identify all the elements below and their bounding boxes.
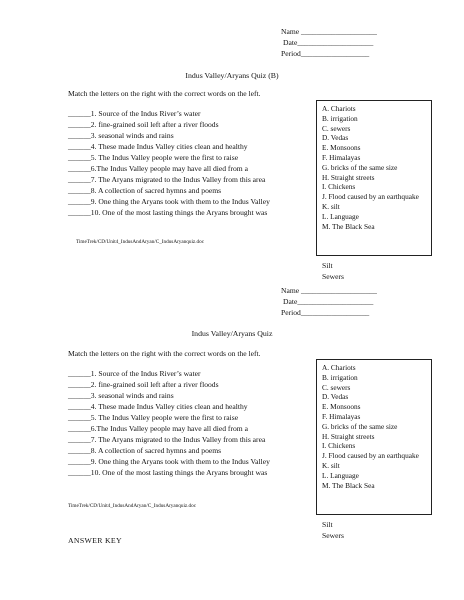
date-field: Date____________________ bbox=[283, 38, 374, 47]
options-box bbox=[316, 359, 432, 515]
extra-word-1: Silt bbox=[322, 261, 333, 270]
option-d: D. Vedas bbox=[322, 392, 349, 402]
question-6: ______6.The Indus Valley people may have all died from a bbox=[68, 164, 248, 173]
extra-word-2: Sewers bbox=[322, 272, 344, 281]
question-2: ______2. fine-grained soil left after a river floods bbox=[68, 380, 219, 389]
name-field: Name ____________________ bbox=[281, 27, 377, 36]
file-path-footer: TimeTrek/CD/Unit4_IndusAndAryan/C_IndusAryanquiz.doc bbox=[68, 503, 197, 509]
option-m: M. The Black Sea bbox=[322, 221, 375, 231]
option-i: I. Chickens bbox=[322, 441, 356, 451]
question-3: ______3. seasonal winds and rains bbox=[68, 391, 174, 400]
question-10: ______10. One of the most lasting things the Aryans brought was bbox=[68, 468, 268, 477]
option-b: B. irrigation bbox=[322, 113, 358, 123]
question-9: ______9. One thing the Aryans took with them to the Indus Valley bbox=[68, 197, 270, 206]
period-field: Period__________________ bbox=[281, 308, 370, 317]
option-f: F. Himalayas bbox=[322, 152, 361, 162]
option-d: D. Vedas bbox=[322, 133, 349, 143]
option-e: E. Monsoons bbox=[322, 143, 361, 153]
question-2: ______2. fine-grained soil left after a river floods bbox=[68, 120, 219, 129]
question-8: ______8. A collection of sacred hymns and poems bbox=[68, 186, 222, 195]
question-9: ______9. One thing the Aryans took with them to the Indus Valley bbox=[68, 457, 270, 466]
quiz-title: Indus Valley/Aryans Quiz (B) bbox=[185, 71, 279, 80]
option-h: H. Straight streets bbox=[322, 431, 375, 441]
answer-key-label: ANSWER KEY bbox=[68, 536, 122, 545]
question-1: ______1. Source of the Indus River’s water bbox=[68, 369, 201, 378]
question-5: ______5. The Indus Valley people were the first to raise bbox=[68, 153, 239, 162]
option-m: M. The Black Sea bbox=[322, 480, 375, 490]
question-3: ______3. seasonal winds and rains bbox=[68, 131, 174, 140]
extra-word-2: Sewers bbox=[322, 531, 344, 540]
option-b: B. irrigation bbox=[322, 372, 358, 382]
option-a: A. Chariots bbox=[322, 104, 356, 113]
quiz-title: Indus Valley/Aryans Quiz bbox=[191, 329, 273, 338]
extra-word-1: Silt bbox=[322, 520, 333, 529]
question-1: ______1. Source of the Indus River’s water bbox=[68, 109, 201, 118]
option-g: G. bricks of the same size bbox=[322, 421, 398, 431]
instructions: Match the letters on the right with the correct words on the left. bbox=[68, 89, 261, 98]
file-path-footer: TimeTrek/CD/Unit4_IndusAndAryan/C_IndusAryanquiz.doc bbox=[76, 239, 205, 245]
option-c: C. sewers bbox=[322, 382, 351, 392]
option-a: A. Chariots bbox=[322, 363, 356, 372]
option-k: K. silt bbox=[322, 201, 340, 211]
option-f: F. Himalayas bbox=[322, 411, 361, 421]
option-j: J. Flood caused by an earthquake bbox=[322, 192, 419, 202]
period-field: Period__________________ bbox=[281, 49, 370, 58]
option-j: J. Flood caused by an earthquake bbox=[322, 451, 419, 461]
question-6: ______6.The Indus Valley people may have all died from a bbox=[68, 424, 248, 433]
option-h: H. Straight streets bbox=[322, 172, 375, 182]
name-field: Name ____________________ bbox=[281, 286, 377, 295]
option-g: G. bricks of the same size bbox=[322, 162, 398, 172]
question-5: ______5. The Indus Valley people were the first to raise bbox=[68, 413, 239, 422]
question-4: ______4. These made Indus Valley cities clean and healthy bbox=[68, 142, 248, 151]
option-k: K. silt bbox=[322, 460, 340, 470]
option-c: C. sewers bbox=[322, 123, 351, 133]
option-l: L. Language bbox=[322, 470, 359, 480]
date-field: Date____________________ bbox=[283, 297, 374, 306]
option-i: I. Chickens bbox=[322, 182, 356, 192]
option-e: E. Monsoons bbox=[322, 402, 361, 412]
question-7: ______7. The Aryans migrated to the Indus Valley from this area bbox=[68, 435, 266, 444]
instructions: Match the letters on the right with the correct words on the left. bbox=[68, 349, 261, 358]
question-8: ______8. A collection of sacred hymns and poems bbox=[68, 446, 222, 455]
question-4: ______4. These made Indus Valley cities clean and healthy bbox=[68, 402, 248, 411]
option-l: L. Language bbox=[322, 211, 359, 221]
options-box bbox=[316, 100, 432, 256]
question-7: ______7. The Aryans migrated to the Indus Valley from this area bbox=[68, 175, 266, 184]
question-10: ______10. One of the most lasting things the Aryans brought was bbox=[68, 208, 268, 217]
